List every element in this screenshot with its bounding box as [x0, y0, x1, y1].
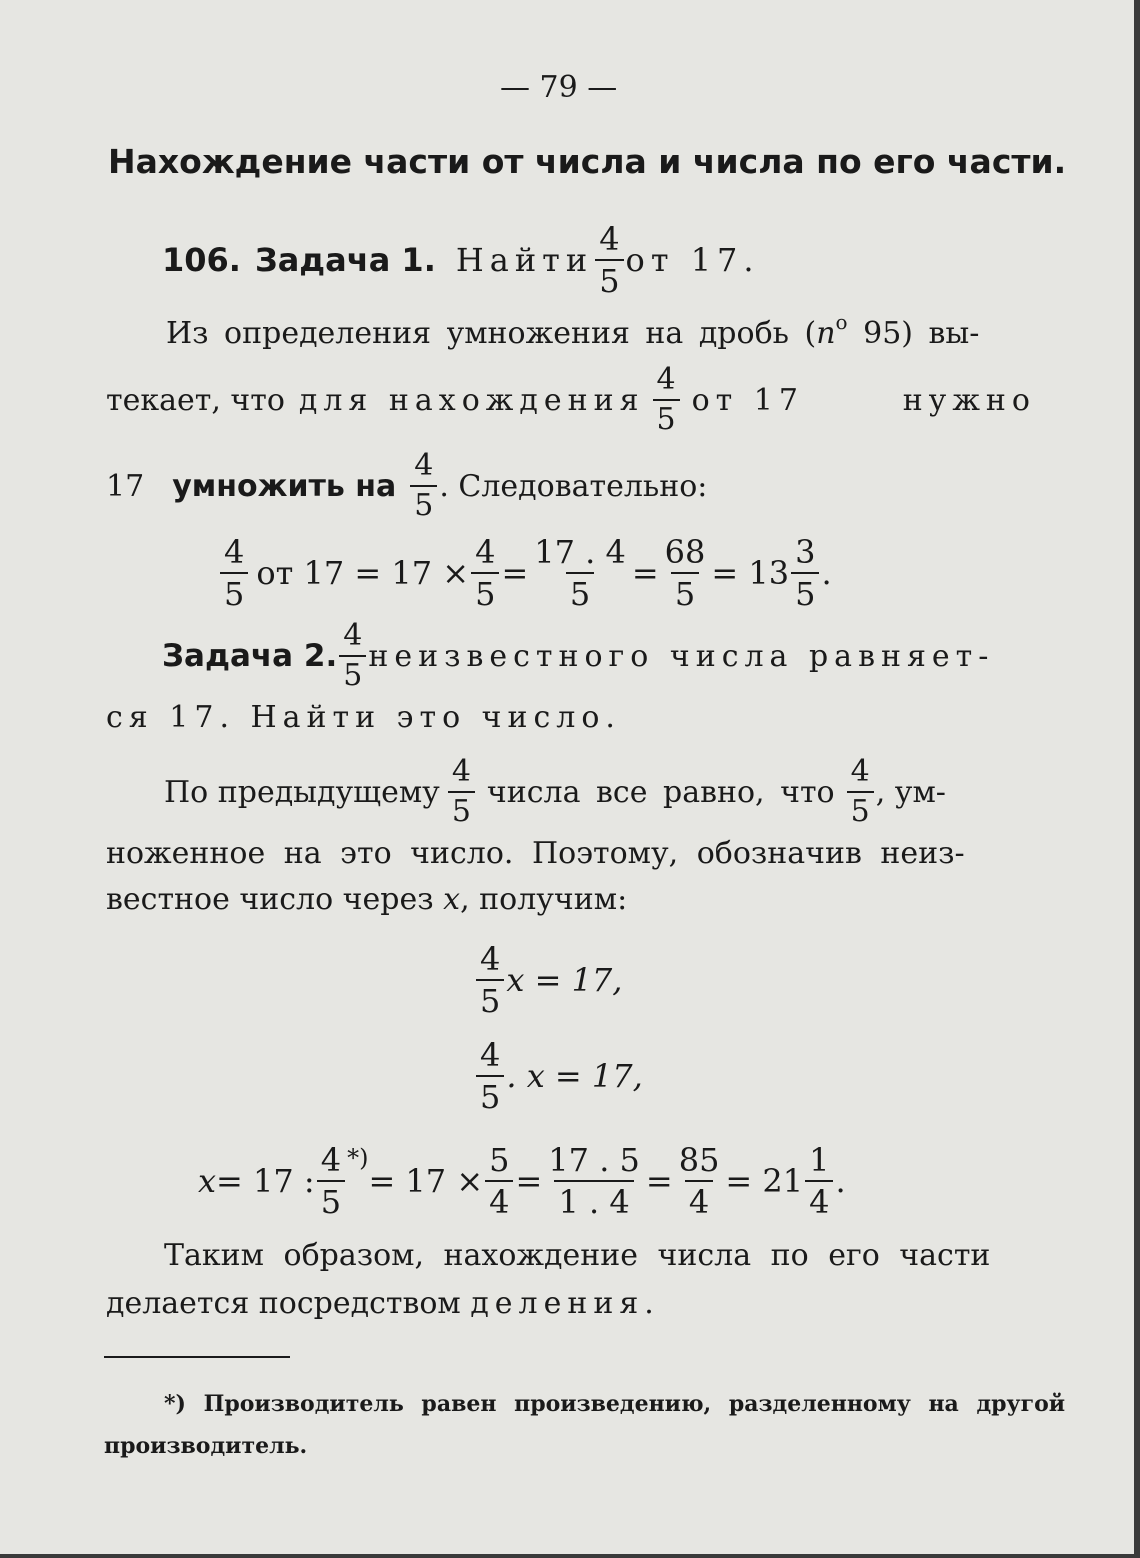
fraction-denominator: 5	[595, 259, 623, 297]
conclusion-line-2	[106, 1286, 654, 1321]
footnote-divider	[104, 1356, 290, 1358]
fraction-numerator: 4	[599, 220, 620, 258]
para-2-text-3b: , получим:	[460, 882, 628, 917]
para-2-line-2: ноженное на это число. Поэтому, обозначив неиз-	[106, 836, 965, 871]
eq3-fraction-2	[485, 1141, 513, 1221]
para-2-line-3	[106, 882, 627, 917]
fraction-denominator: 5	[847, 791, 874, 827]
problem-2-label: Задача 2.	[162, 638, 338, 674]
para-1-ref: 95) вы-	[863, 316, 980, 351]
fraction-numerator: 17 . 4	[534, 533, 626, 571]
problem-2-text: неизвестного числа равняет-	[368, 638, 995, 674]
para-2-text-1a: По предыдущему	[164, 774, 440, 810]
fraction-numerator: 4	[480, 940, 501, 978]
problem-1	[162, 220, 760, 300]
eq1-equals-c: = 13	[711, 554, 790, 592]
eq1-fraction-1	[220, 533, 248, 613]
fraction-numerator: 4	[343, 618, 363, 653]
fraction-denominator: 5	[653, 399, 680, 435]
eq1-fraction-3	[530, 533, 630, 613]
fraction-denominator: 5	[476, 1075, 504, 1113]
fraction-numerator: 4	[475, 533, 496, 571]
fraction-numerator: 4	[414, 448, 434, 483]
para-2-fraction-2	[847, 754, 874, 829]
eq3-fraction-1	[317, 1141, 345, 1221]
equation-2a	[474, 940, 622, 1020]
problem-1-fraction	[595, 220, 623, 300]
eq3-fraction-4	[675, 1141, 724, 1221]
problem-2-line-1	[162, 616, 994, 696]
fraction-numerator: 17 . 5	[548, 1141, 640, 1179]
fraction-numerator: 68	[664, 533, 706, 571]
para-1-line-2	[106, 360, 1036, 440]
fraction-denominator: 4	[685, 1180, 713, 1218]
fraction-numerator: 4	[224, 533, 245, 571]
conclusion-line-1: Таким образом, нахождение числа по его части	[164, 1238, 991, 1273]
para-1-text-3a: 17	[106, 468, 145, 504]
para-1-text-2b: для нахождения	[298, 382, 645, 418]
eq3-star: *)	[347, 1144, 369, 1172]
section-heading: Нахождение части от числа и числа по его части.	[108, 142, 1067, 181]
eq3-end: .	[835, 1162, 846, 1200]
problem-1-number: 106.	[162, 241, 241, 279]
equation-1	[218, 530, 832, 616]
para-1-fraction-2	[410, 448, 437, 523]
equation-2b	[474, 1036, 643, 1116]
eq3-equals-a: =	[515, 1162, 543, 1200]
eq3-fraction-3	[544, 1141, 644, 1221]
fraction-denominator: 5	[471, 572, 499, 610]
fraction-numerator: 3	[795, 533, 816, 571]
para-1-line-1	[166, 310, 979, 351]
fraction-numerator: 5	[489, 1141, 510, 1179]
fraction-denominator: 1 . 4	[554, 1180, 633, 1218]
eq3-fraction-5	[805, 1141, 833, 1221]
eq3-equals-b: =	[645, 1162, 673, 1200]
eq1-end: .	[821, 554, 832, 592]
eq1-fraction-4	[661, 533, 710, 613]
eq2b-fraction	[476, 1036, 504, 1116]
conclusion-emphasis: деления	[470, 1286, 645, 1321]
fraction-numerator: 1	[809, 1141, 830, 1179]
para-2-text-1c: , ум-	[875, 774, 946, 810]
para-1-n-symbol: n	[816, 316, 836, 351]
eq1-equals-a: =	[501, 554, 529, 592]
eq3-a: = 17 :	[216, 1162, 315, 1200]
fraction-denominator: 5	[671, 572, 699, 610]
para-2-text-3a: вестное число через	[106, 882, 434, 917]
fraction-denominator: 4	[485, 1180, 513, 1218]
footnote-line-2: производитель.	[104, 1433, 308, 1459]
eq3-x: x	[198, 1162, 217, 1200]
problem-2-fraction	[339, 618, 366, 693]
para-1-text-2c: от 17	[691, 382, 804, 418]
equation-3	[198, 1138, 846, 1224]
fraction-numerator: 4	[850, 754, 870, 789]
para-2-line-1	[164, 752, 1040, 832]
eq1-fraction-2	[471, 533, 499, 613]
para-1-line-3	[106, 446, 707, 526]
fraction-denominator: 4	[805, 1180, 833, 1218]
para-1-degree: o	[835, 310, 848, 334]
para-1-fraction	[653, 362, 680, 437]
fraction-denominator: 5	[566, 572, 594, 610]
problem-1-text: Найти	[455, 241, 594, 279]
problem-1-label: Задача 1.	[254, 241, 436, 279]
fraction-numerator: 85	[678, 1141, 720, 1179]
para-1-text-2a: текает, что	[106, 382, 285, 418]
eq1-middle: от 17 = 17 ×	[256, 554, 470, 592]
para-2-variable-x: x	[443, 882, 461, 917]
eq3-equals-c: = 21	[725, 1162, 804, 1200]
eq2a-rest: x = 17,	[506, 961, 623, 999]
fraction-denominator: 5	[339, 655, 366, 691]
eq3-b: = 17 ×	[368, 1162, 484, 1200]
fraction-numerator: 4	[451, 754, 471, 789]
para-2-text-1b: числа все равно, что	[486, 774, 835, 810]
fraction-numerator: 4	[320, 1141, 342, 1179]
para-1-text-3b: умножить на	[172, 468, 397, 504]
para-1-text-3c: . Следовательно:	[439, 468, 708, 504]
fraction-denominator: 5	[791, 572, 819, 610]
para-1-text-2d: нужно	[902, 382, 1036, 418]
problem-2-line-2: ся 17. Найти это число.	[106, 700, 621, 735]
eq2a-fraction	[476, 940, 504, 1020]
conclusion-text-2a: делается посредством	[106, 1286, 461, 1321]
fraction-denominator: 5	[220, 572, 248, 610]
fraction-denominator: 5	[448, 791, 475, 827]
eq1-fraction-5	[791, 533, 819, 613]
conclusion-text-2c: .	[644, 1286, 654, 1321]
para-2-fraction-1	[448, 754, 475, 829]
fraction-numerator: 4	[656, 362, 676, 397]
page-number: — 79 —	[500, 70, 618, 105]
eq1-equals-b: =	[631, 554, 659, 592]
fraction-denominator: 5	[476, 979, 504, 1017]
problem-1-tail: от 17.	[625, 241, 760, 279]
fraction-denominator: 5	[410, 485, 437, 521]
para-1-text: Из определения умножения на дробь (	[166, 316, 817, 351]
footnote-line-1: *) Производитель равен произведению, разделенному на другой	[164, 1391, 1066, 1417]
fraction-numerator: 4	[480, 1036, 501, 1074]
eq2b-rest: . x = 17,	[506, 1057, 643, 1095]
fraction-denominator: 5	[317, 1180, 345, 1218]
